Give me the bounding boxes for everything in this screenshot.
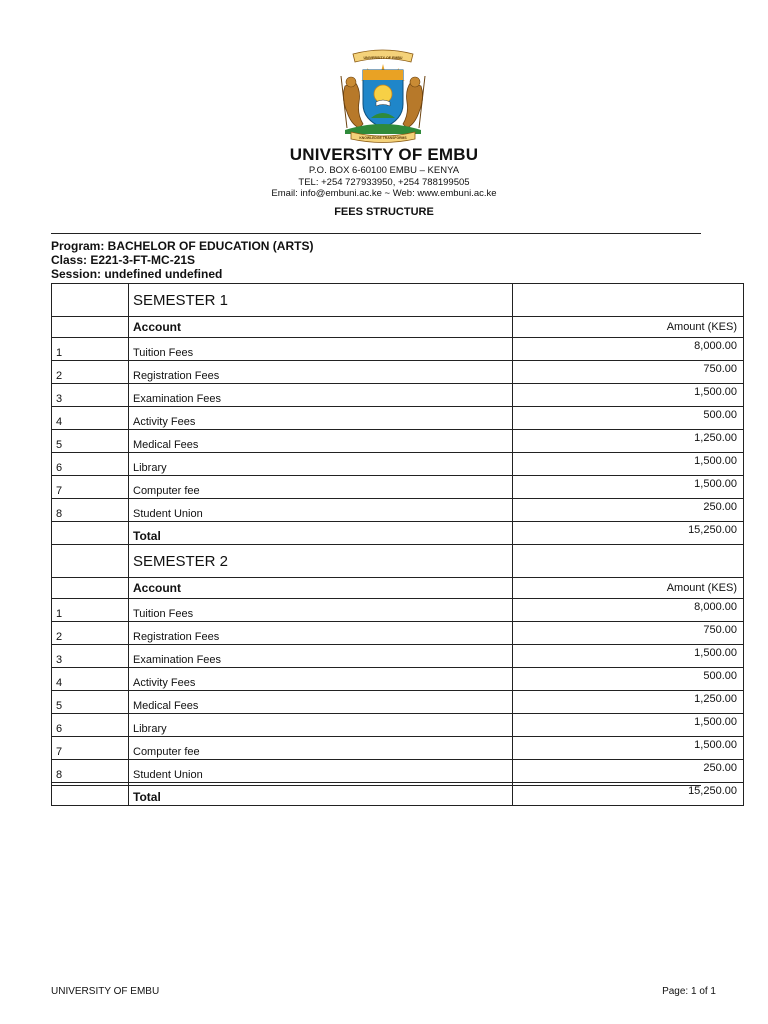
semester-1-header-row — [52, 284, 744, 317]
table-row — [52, 645, 744, 668]
total-label: Total — [129, 783, 513, 806]
item-number: 5 — [52, 430, 129, 453]
item-account: Student Union — [129, 499, 513, 522]
table-row — [52, 499, 744, 522]
item-account: Medical Fees — [129, 430, 513, 453]
semester-title: SEMESTER 2 — [129, 545, 513, 578]
item-number: 3 — [52, 384, 129, 407]
item-account: Computer fee — [129, 476, 513, 499]
item-amount: 500.00 — [513, 407, 744, 430]
item-number: 2 — [52, 361, 129, 384]
item-account: Tuition Fees — [129, 599, 513, 622]
item-number: 1 — [52, 599, 129, 622]
postal-address: P.O. BOX 6-60100 EMBU – KENYA — [308, 165, 460, 176]
item-amount: 8,000.00 — [513, 338, 744, 361]
item-amount: 1,250.00 — [513, 430, 744, 453]
semester-2-header-row — [52, 545, 744, 578]
item-amount: 750.00 — [513, 622, 744, 645]
table-row — [52, 430, 744, 453]
item-number: 8 — [52, 760, 129, 783]
item-amount: 500.00 — [513, 668, 744, 691]
table-row — [52, 668, 744, 691]
item-amount: 1,500.00 — [513, 737, 744, 760]
table-row — [52, 384, 744, 407]
amount-header: Amount (KES) — [513, 578, 744, 599]
table-row — [52, 737, 744, 760]
column-header-row — [52, 578, 744, 599]
item-account: Registration Fees — [129, 622, 513, 645]
item-number: 4 — [52, 668, 129, 691]
class-line: Class: E221-3-FT-MC-21S — [51, 253, 196, 267]
item-amount: 1,500.00 — [513, 476, 744, 499]
item-number: 7 — [52, 737, 129, 760]
amount-header: Amount (KES) — [513, 317, 744, 338]
item-number: 7 — [52, 476, 129, 499]
bottom-divider — [51, 785, 701, 786]
item-number: 3 — [52, 645, 129, 668]
item-account: Examination Fees — [129, 645, 513, 668]
item-account: Examination Fees — [129, 384, 513, 407]
table-row — [52, 476, 744, 499]
item-number: 6 — [52, 453, 129, 476]
item-amount: 250.00 — [513, 760, 744, 783]
table-row — [52, 714, 744, 737]
item-account: Tuition Fees — [129, 338, 513, 361]
item-account: Library — [129, 714, 513, 737]
item-amount: 1,500.00 — [513, 645, 744, 668]
item-amount: 1,500.00 — [513, 453, 744, 476]
item-number: 2 — [52, 622, 129, 645]
footer-university: UNIVERSITY OF EMBU — [51, 986, 160, 997]
university-crest-logo — [331, 46, 435, 146]
item-account: Medical Fees — [129, 691, 513, 714]
top-divider — [51, 233, 701, 234]
item-amount: 1,500.00 — [513, 384, 744, 407]
svg-text:KNOWLEDGE TRANSFORMS: KNOWLEDGE TRANSFORMS — [359, 136, 407, 140]
account-header: Account — [129, 317, 513, 338]
total-amount: 15,250.00 — [513, 783, 744, 806]
page-number: Page: 1 of 1 — [662, 986, 716, 997]
account-header: Account — [129, 578, 513, 599]
table-row — [52, 338, 744, 361]
table-row — [52, 599, 744, 622]
item-number: 1 — [52, 338, 129, 361]
item-account: Student Union — [129, 760, 513, 783]
item-amount: 250.00 — [513, 499, 744, 522]
email-web-line: Email: info@embuni.ac.ke ~ Web: www.embuni.ac.ke — [271, 188, 497, 199]
table-row — [52, 407, 744, 430]
program-line: Program: BACHELOR OF EDUCATION (ARTS) — [51, 239, 314, 253]
item-number: 5 — [52, 691, 129, 714]
item-account: Activity Fees — [129, 407, 513, 430]
telephone-line: TEL: +254 727933950, +254 788199505 — [298, 177, 470, 188]
column-header-row — [52, 317, 744, 338]
item-number: 4 — [52, 407, 129, 430]
semester-1-total-row — [52, 522, 744, 545]
item-account: Registration Fees — [129, 361, 513, 384]
table-row — [52, 453, 744, 476]
item-account: Activity Fees — [129, 668, 513, 691]
semester-title: SEMESTER 1 — [129, 284, 513, 317]
item-amount: 1,250.00 — [513, 691, 744, 714]
item-number: 6 — [52, 714, 129, 737]
total-label: Total — [129, 522, 513, 545]
item-amount: 750.00 — [513, 361, 744, 384]
table-row — [52, 622, 744, 645]
document-title: FEES STRUCTURE — [334, 206, 434, 218]
item-account: Computer fee — [129, 737, 513, 760]
fees-table — [51, 283, 744, 806]
item-amount: 1,500.00 — [513, 714, 744, 737]
table-row — [52, 361, 744, 384]
item-amount: 8,000.00 — [513, 599, 744, 622]
university-name: UNIVERSITY OF EMBU — [289, 145, 479, 164]
total-amount: 15,250.00 — [513, 522, 744, 545]
table-row — [52, 691, 744, 714]
svg-text:UNIVERSITY OF EMBU: UNIVERSITY OF EMBU — [363, 56, 403, 60]
item-account: Library — [129, 453, 513, 476]
item-number: 8 — [52, 499, 129, 522]
table-row — [52, 760, 744, 783]
session-line: Session: undefined undefined — [51, 267, 223, 281]
